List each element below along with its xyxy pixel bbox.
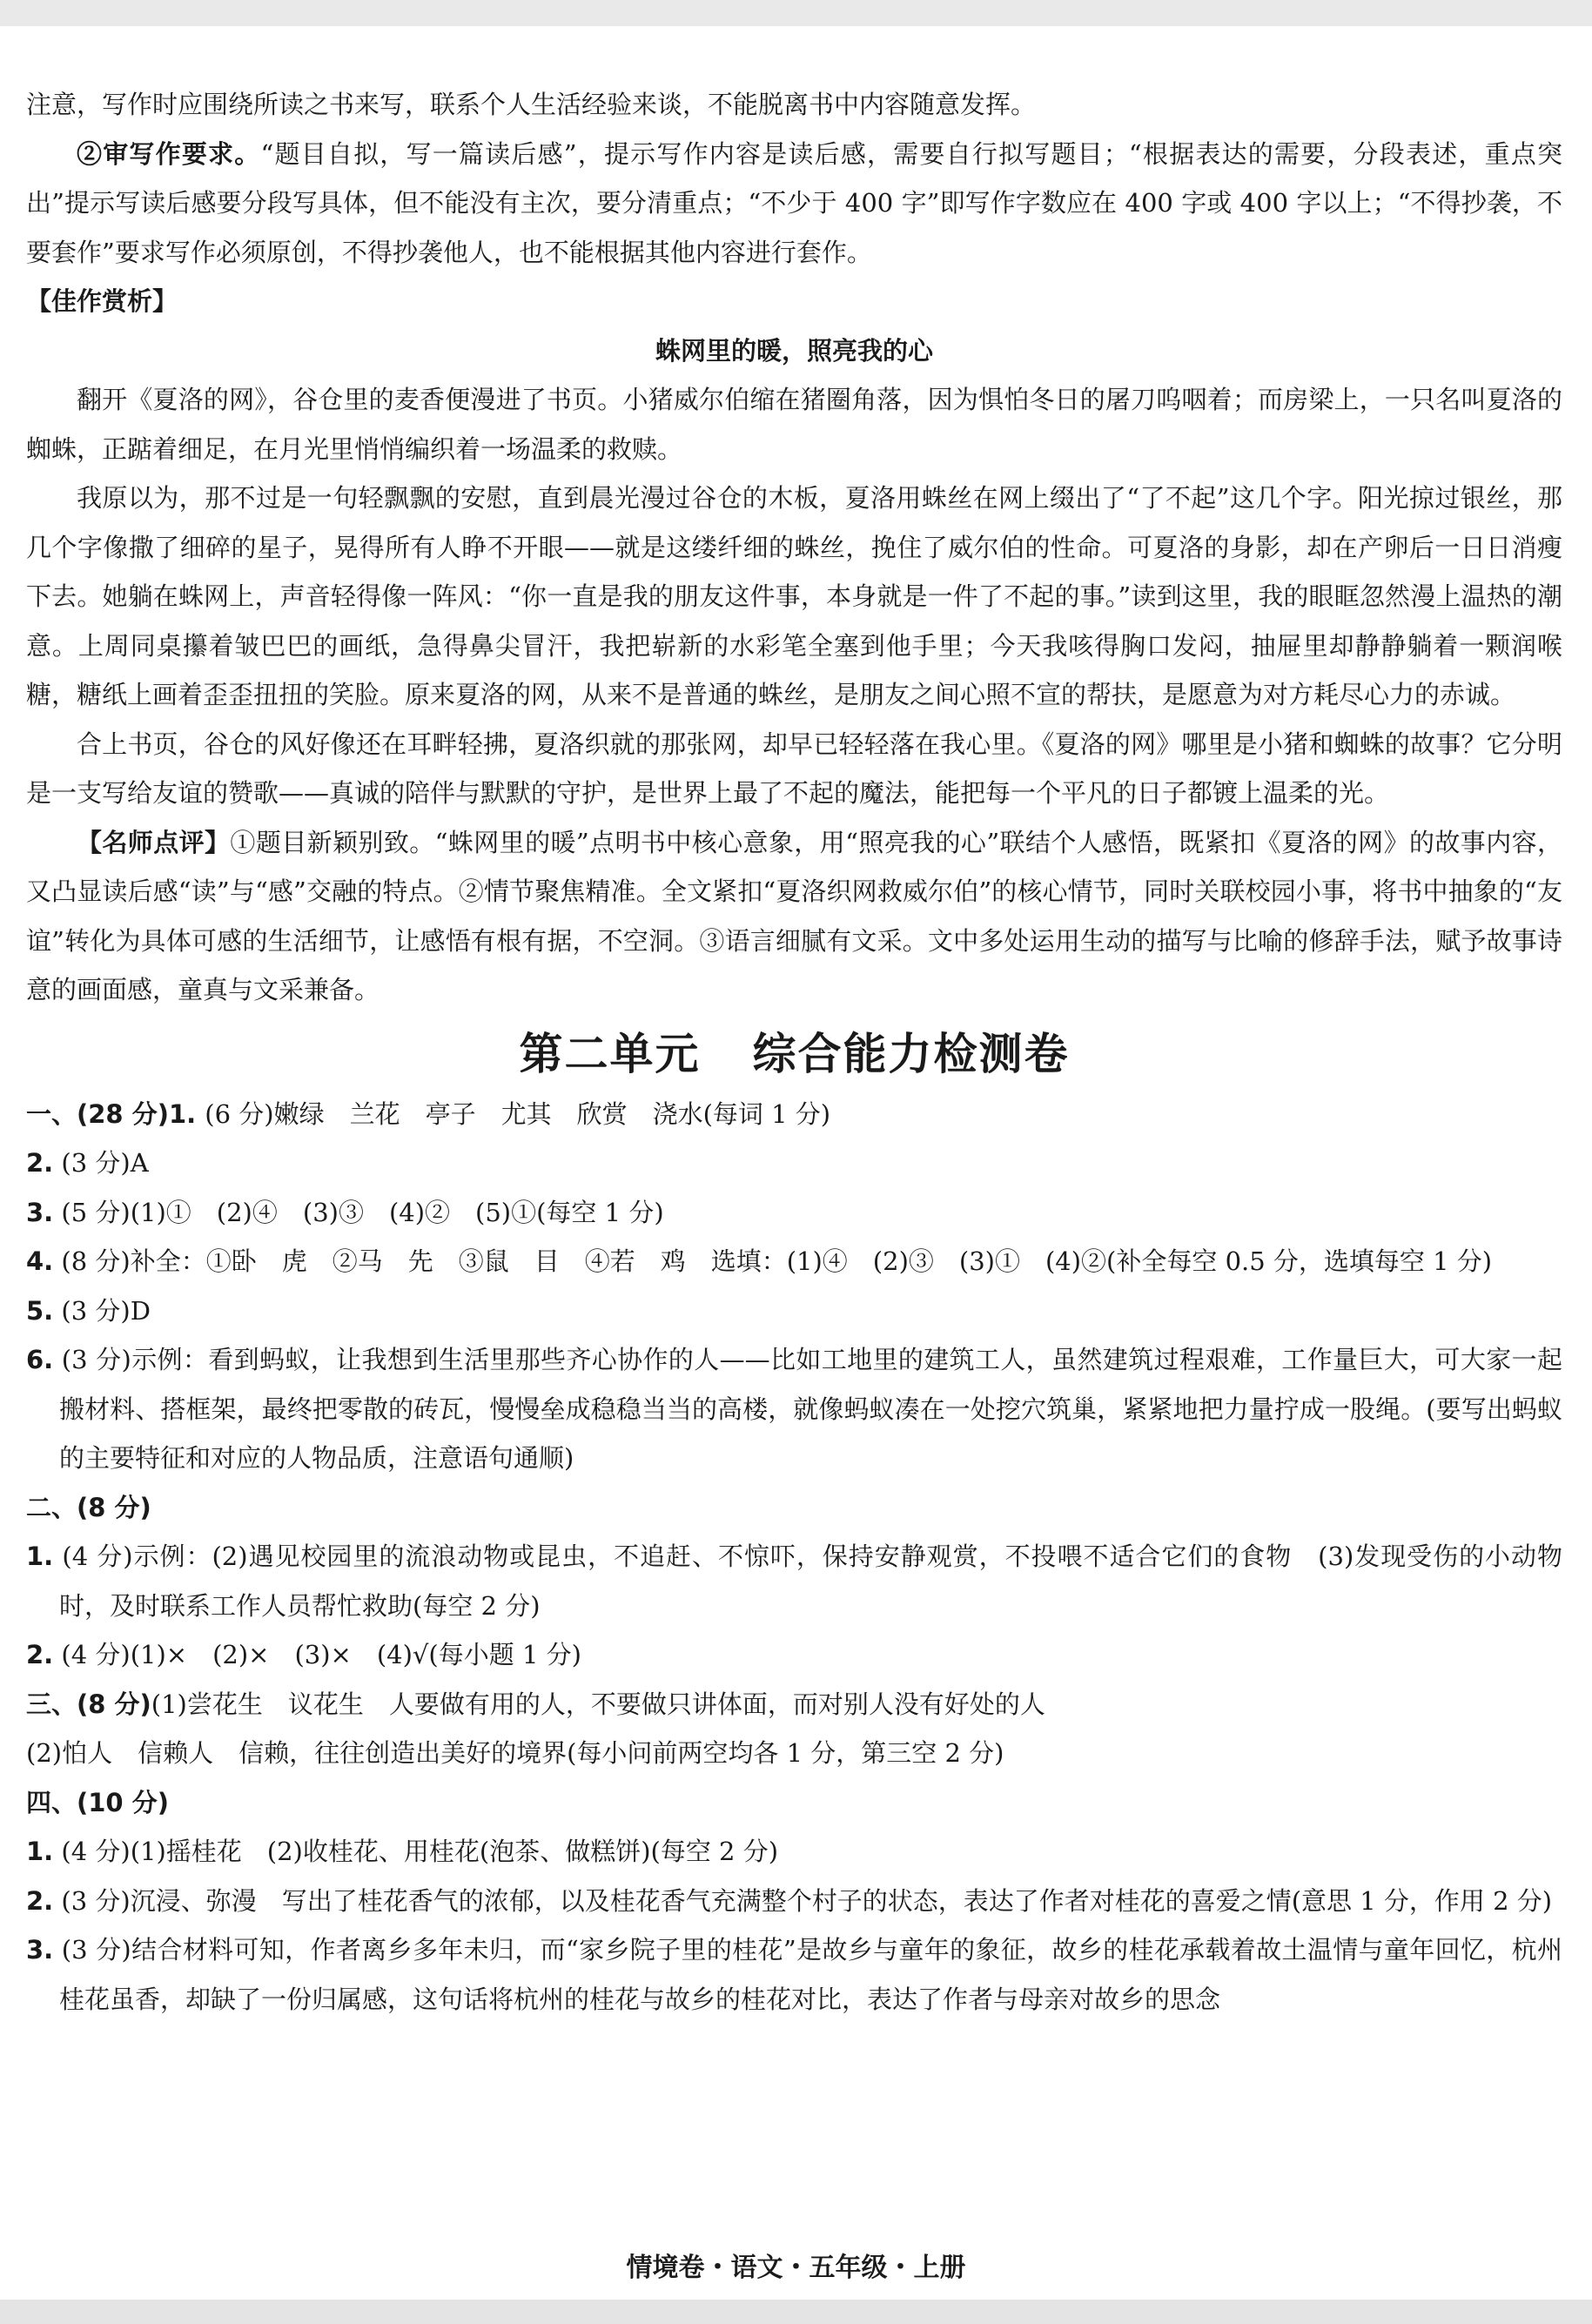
page-footer: 情境卷・语文・五年级・上册 <box>626 2253 966 2283</box>
requirements-label: ②审写作要求。 <box>77 138 261 169</box>
essay-title: 蛛网里的暖，照亮我的心 <box>655 335 933 366</box>
s1-item-4: 4. (8 分)补全：①卧 虎 ②马 先 ③鼠 目 ④若 鸡 选填：(1)④ (2)③ (3)① (4)②(补全每空 0.5 分，选填每空 1 分) <box>26 1246 1493 1276</box>
unit-title <box>26 1020 1562 1088</box>
s2-item-1: 1. (4 分)示例：(2)遇见校园里的流浪动物或昆虫，不追赶、不惊吓，保持安静观赏，不投喂不适合它们的食物 (3)发现受伤的小动物时，及时联系工作人员帮忙救助(每空 2 分) <box>26 1541 1562 1621</box>
unit-title-part-b: 综合能力检测卷 <box>752 1028 1070 1079</box>
s4-item-3: 3. (3 分)结合材料可知，作者离乡多年未归，而“家乡院子里的桂花”是故乡与童年的象征，故乡的桂花承载着故土温情与童年回忆，杭州桂花虽香，却缺了一份归属感，这句话将杭州的桂花与故乡的桂花对比，表达了作者与母亲对故乡的思念 <box>26 1935 1562 2014</box>
s4-item-2: 2. (3 分)沉浸、弥漫 写出了桂花香气的浓郁，以及桂花香气充满整个村子的状态，表达了作者对桂花的喜爱之情(意思 1 分，作用 2 分) <box>26 1885 1553 1916</box>
answer-page <box>26 80 1562 2024</box>
s1-item-3: 3. (5 分)(1)① (2)④ (3)③ (4)② (5)①(每空 1 分) <box>26 1197 664 1227</box>
s1-item1-num: 1. <box>168 1098 197 1129</box>
section-1-head: 一、(28 分)1. (6 分)嫩绿 兰花 亭子 尤其 欣赏 浇水(每词 1 分) <box>26 1098 831 1129</box>
bottom-scan-band <box>0 2300 1592 2324</box>
paragraph-intro: 注意，写作时应围绕所读之书来写，联系个人生活经验来谈，不能脱离书中内容随意发挥。 <box>26 90 1037 119</box>
section-2-head: 二、(8 分) <box>26 1492 151 1522</box>
essay-paragraph-3: 合上书页，谷仓的风好像还在耳畔轻拂，夏洛织就的那张网，却早已轻轻落在我心里。《夏洛的网》哪里是小猪和蜘蛛的故事？它分明是一支写给友谊的赞歌——真诚的陪伴与默默的守护，是世界上最了不起的魔法，能把每一个平凡的日子都镀上温柔的光。 <box>26 729 1562 808</box>
section-label-excellent-essay: 【佳作赏析】 <box>26 286 178 316</box>
essay-paragraph-1: 翻开《夏洛的网》，谷仓里的麦香便漫进了书页。小猪威尔伯缩在猪圈角落，因为惧怕冬日的屠刀呜咽着；而房梁上，一只名叫夏洛的蜘蛛，正踮着细足，在月光里悄悄编织着一场温柔的救赎。 <box>26 385 1562 464</box>
s4-item-1: 1. (4 分)(1)摇桂花 (2)收桂花、用桂花(泡茶、做糕饼)(每空 2 分) <box>26 1837 779 1866</box>
teacher-comment <box>26 818 1562 1015</box>
paragraph-requirements <box>26 130 1562 278</box>
s1-item-6: 6. (3 分)示例：看到蚂蚁，让我想到生活里那些齐心协作的人——比如工地里的建筑工人，虽然建筑过程艰难，工作量巨大，可大家一起搬材料、搭框架，最终把零散的砖瓦，慢慢垒成稳稳当当的高楼，就像蚂蚁凑在一处挖穴筑巢，紧紧地把力量拧成一股绳。(要写出蚂蚁的主要特征和对应的人物品质，注意语句通顺) <box>26 1345 1562 1473</box>
requirements-text: “题目自拟，写一篇读后感”，提示写作内容是读后感，需要自行拟写题目；“根据表达的需要，分段表述，重点突出”提示写读后感要分段写具体，但不能没有主次，要分清重点；“不少于 400 字”即写作字数应在 400 字或 400 字以上；“不得抄袭，不要套作”要求写作必须原创，不得抄袭他人，也不能根据其他内容进行套作。 <box>26 138 1562 267</box>
unit-title-part-a: 第二单元 <box>519 1028 701 1079</box>
section-4-head: 四、(10 分) <box>26 1787 169 1817</box>
s1-item-2: 2. (3 分)A <box>26 1148 149 1178</box>
essay-paragraph-2: 我原以为，那不过是一句轻飘飘的安慰，直到晨光漫过谷仓的木板，夏洛用蛛丝在网上缀出了“了不起”这几个字。阳光掠过银丝，那几个字像撒了细碎的星子，晃得所有人睁不开眼——就是这缕纤细的蛛丝，挽住了威尔伯的性命。可夏洛的身影，却在产卵后一日日消瘦下去。她躺在蛛网上，声音轻得像一阵风：“你一直是我的朋友这件事，本身就是一件了不起的事。”读到这里，我的眼眶忽然漫上温热的潮意。上周同桌攥着皱巴巴的画纸，急得鼻尖冒汗，我把崭新的水彩笔全塞到他手里；今天我咳得胸口发闷，抽屉里却静静躺着一颗润喉糖，糖纸上画着歪歪扭扭的笑脸。原来夏洛的网，从来不是普通的蛛丝，是朋友之间心照不宣的帮扶，是愿意为对方耗尽心力的赤诚。 <box>26 483 1562 709</box>
s1-item1-text: (6 分)嫩绿 兰花 亭子 尤其 欣赏 浇水(每词 1 分) <box>205 1098 831 1129</box>
s2-item-2: 2. (4 分)(1)× (2)× (3)× (4)√(每小题 1 分) <box>26 1640 581 1669</box>
comment-label: 【名师点评】 <box>77 827 231 857</box>
section-3-head: 三、(8 分) <box>26 1689 151 1719</box>
section-3-line-2: (2)怕人 信赖人 信赖，往往创造出美好的境界(每小问前两空均各 1 分，第三空 2 分) <box>26 1738 1004 1768</box>
top-scan-band <box>0 0 1592 26</box>
comment-text: ①题目新颖别致。“蛛网里的暖”点明书中核心意象，用“照亮我的心”联结个人感悟，既紧扣《夏洛的网》的故事内容，又凸显读后感“读”与“感”交融的特点。②情节聚焦精准。全文紧扣“夏洛织网救威尔伯”的核心情节，同时关联校园小事，将书中抽象的“友谊”转化为具体可感的生活细节，让感悟有根有据，不空洞。③语言细腻有文采。文中多处运用生动的描写与比喻的修辞手法，赋予故事诗意的画面感，童真与文采兼备。 <box>26 827 1562 1004</box>
s1-item-5: 5. (3 分)D <box>26 1295 151 1326</box>
section-3-line-1: 三、(8 分)(1)尝花生 议花生 人要做有用的人，不要做只讲体面，而对别人没有好处的人 <box>26 1689 1045 1719</box>
